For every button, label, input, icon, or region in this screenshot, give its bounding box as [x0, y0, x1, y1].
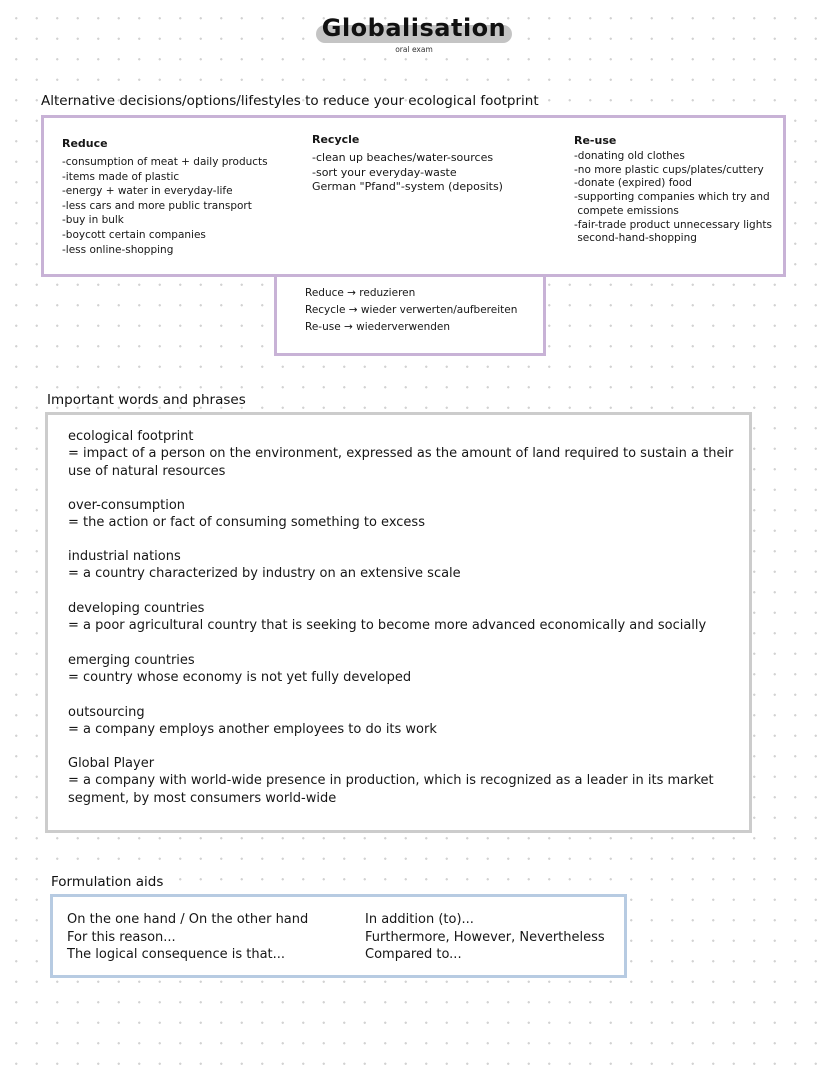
recycle-title: Recycle: [312, 133, 360, 146]
term-definition: = impact of a person on the environment, expressed as the amount of land required to sustain a their use of natural resources: [68, 446, 734, 479]
aids-left-column: [67, 911, 308, 964]
term-entry: [68, 548, 738, 583]
aid-phrase: Compared to...: [365, 947, 462, 963]
words-heading: Important words and phrases: [47, 392, 246, 408]
list-item: -sort your everyday-waste: [312, 165, 457, 179]
recycle-list: [312, 151, 503, 195]
list-item: -less cars and more public transport: [62, 199, 252, 212]
reduce-column: [62, 132, 268, 257]
aid-phrase: On the one hand / On the other hand: [67, 912, 309, 927]
translation-item: Reduce → reduzieren: [305, 287, 416, 299]
list-item: -fair-trade product unnecessary lights: [574, 218, 772, 231]
reuse-list: [574, 150, 772, 246]
list-item: -donate (expired) food: [574, 177, 692, 190]
list-item: -less online-shopping: [62, 243, 174, 256]
translation-item: Recycle → wieder verwerten/aufbereiten: [305, 304, 518, 317]
term-entry: [68, 704, 738, 739]
aids-heading: Formulation aids: [51, 874, 164, 890]
term-title: industrial nations: [68, 549, 181, 564]
list-item: -energy + water in everyday-life: [62, 185, 233, 198]
term-title: Global Player: [68, 756, 155, 771]
term-entry: [68, 652, 738, 687]
list-item: -clean up beaches/water-sources: [312, 151, 494, 164]
term-title: ecological footprint: [68, 429, 194, 444]
list-item: second-hand-shopping: [574, 232, 697, 245]
term-entry: [68, 755, 738, 807]
term-entry: [68, 428, 738, 480]
term-definition: = country whose economy is not yet fully developed: [68, 670, 412, 685]
aid-phrase: For this reason...: [67, 929, 176, 945]
list-item: -donating old clothes: [574, 150, 685, 162]
term-definition: = a company with world-wide presence in production, which is recognized as a leader in its market segment, by most consumers world-wide: [68, 773, 714, 806]
reduce-title: Reduce: [62, 137, 108, 150]
title-area: [0, 14, 828, 42]
aids-right-column: [365, 911, 605, 964]
term-title: outsourcing: [68, 705, 145, 720]
translation-item: Re-use → wiederverwenden: [305, 321, 451, 334]
page-subtitle: oral exam: [395, 45, 433, 54]
term-entry: [68, 497, 738, 532]
page-title: Globalisation: [321, 14, 507, 42]
term-definition: = a poor agricultural country that is seeking to become more advanced economically and socially: [68, 618, 707, 633]
reuse-title: Re-use: [574, 134, 617, 147]
term-title: developing countries: [68, 601, 205, 616]
aid-phrase: Furthermore, However, Nevertheless: [365, 929, 605, 945]
term-entry: [68, 600, 738, 635]
aid-phrase: In addition (to)...: [365, 912, 474, 927]
recycle-column: [312, 128, 503, 195]
reuse-column: [574, 129, 772, 246]
list-item: German "Pfand"-system (deposits): [312, 180, 503, 194]
list-item: compete emissions: [574, 204, 679, 217]
list-item: -boycott certain companies: [62, 228, 206, 241]
list-item: -buy in bulk: [62, 214, 124, 227]
reduce-list: [62, 155, 268, 257]
list-item: -items made of plastic: [62, 170, 180, 183]
term-title: over-consumption: [68, 498, 186, 513]
list-item: -supporting companies which try and: [574, 191, 770, 204]
term-title: emerging countries: [68, 653, 195, 668]
term-definition: = the action or fact of consuming something to excess: [68, 515, 425, 530]
list-item: -no more plastic cups/plates/cuttery: [574, 163, 764, 176]
translations-list: [305, 285, 517, 337]
term-definition: = a country characterized by industry on an extensive scale: [68, 566, 461, 581]
term-definition: = a company employs another employees to do its work: [68, 722, 437, 737]
alternatives-heading: Alternative decisions/options/lifestyles to reduce your ecological footprint: [41, 93, 539, 109]
list-item: -consumption of meat + daily products: [62, 156, 268, 168]
aid-phrase: The logical consequence is that...: [67, 947, 286, 963]
